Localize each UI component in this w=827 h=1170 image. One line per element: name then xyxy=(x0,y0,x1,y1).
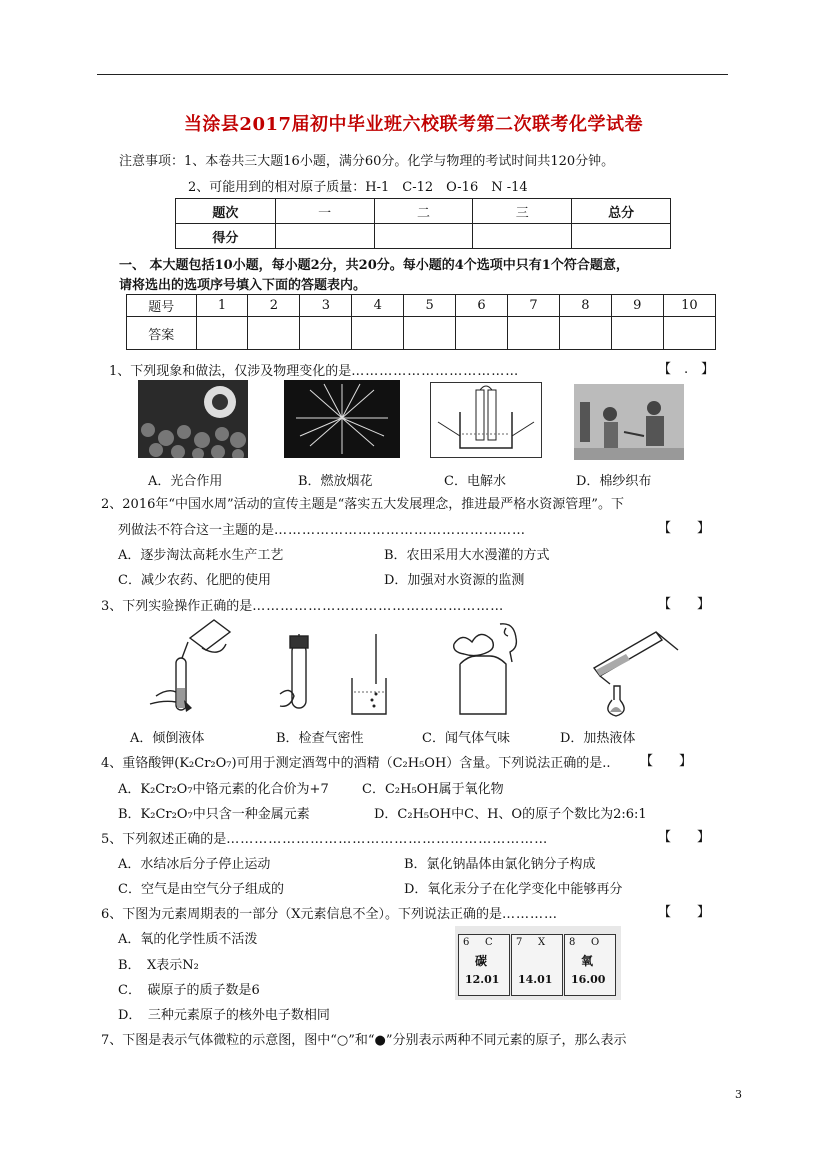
score-cell[interactable] xyxy=(473,224,572,249)
top-rule xyxy=(97,74,728,75)
score-cell[interactable] xyxy=(572,224,671,249)
q3-option-d: D．加热液体 xyxy=(560,731,636,746)
element-symbol: X xyxy=(538,937,546,948)
answer-cell[interactable] xyxy=(611,317,663,350)
answer-cell[interactable] xyxy=(404,317,456,350)
q5-option-b: B．氯化钠晶体由氯化钠分子构成 xyxy=(404,857,596,872)
smell-gas-image xyxy=(440,618,530,718)
q3-bracket: 【 】 xyxy=(658,597,711,612)
answer-number: 4 xyxy=(352,295,404,317)
element-cell-x xyxy=(511,934,563,996)
atomic-number: 6 xyxy=(463,937,470,948)
q1-stem: 1、下列现象和做法，仅涉及物理变化的是……………………………… xyxy=(109,364,520,379)
score-cell[interactable] xyxy=(275,224,374,249)
atomic-mass: 14.01 xyxy=(518,973,553,986)
page-number: 3 xyxy=(735,1088,742,1101)
answer-number: 2 xyxy=(248,295,300,317)
score-cell[interactable] xyxy=(374,224,473,249)
q2-bracket: 【 】 xyxy=(658,521,711,536)
q5-option-c: C．空气是由空气分子组成的 xyxy=(118,882,284,897)
score-header-cell: 一 xyxy=(275,199,374,224)
q4-stem: 4、重铬酸钾(K₂Cr₂O₇)可用于测定酒驾中的酒精（C₂H₅OH）含量。下列说法正确的是.. xyxy=(101,756,611,771)
q2-option-b: B．农田采用大水漫灌的方式 xyxy=(384,548,550,563)
q1-option-b: B．燃放烟花 xyxy=(298,474,373,489)
answer-number: 3 xyxy=(300,295,352,317)
answer-cell[interactable] xyxy=(248,317,300,350)
q6-bracket: 【 】 xyxy=(658,905,711,920)
q3-stem: 3、下列实验操作正确的是……………………………………………… xyxy=(101,599,505,614)
atomic-number: 7 xyxy=(516,937,523,948)
q2-option-d: D．加强对水资源的监测 xyxy=(384,573,525,588)
electrolysis-image xyxy=(430,382,542,458)
element-symbol: C xyxy=(485,937,493,948)
q5-option-a: A．水结冰后分子停止运动 xyxy=(118,857,271,872)
score-row-label: 得分 xyxy=(176,224,276,249)
fireworks-image xyxy=(284,380,400,458)
answer-cell[interactable] xyxy=(508,317,560,350)
answer-cell[interactable] xyxy=(663,317,715,350)
answer-number: 10 xyxy=(663,295,715,317)
q2-stem-line-1: 2、2016年“中国水周”活动的宣传主题是“落实五大发展理念，推进最严格水资源管理”。下 xyxy=(101,497,624,512)
q4-bracket: 【 】 xyxy=(640,754,693,769)
q1-option-d: D．棉纱织布 xyxy=(576,474,652,489)
answer-cell[interactable] xyxy=(559,317,611,350)
answer-number: 6 xyxy=(456,295,508,317)
q4-option-c: C．C₂H₅OH属于氧化物 xyxy=(362,782,504,797)
answer-cell[interactable] xyxy=(196,317,248,350)
answer-cell[interactable] xyxy=(456,317,508,350)
q5-bracket: 【 】 xyxy=(658,830,711,845)
answer-row-label: 答案 xyxy=(127,317,197,350)
q5-option-d: D．氧化汞分子在化学变化中能够再分 xyxy=(404,882,623,897)
answer-number: 7 xyxy=(508,295,560,317)
weaving-image xyxy=(574,384,684,460)
q5-stem: 5、下列叙述正确的是…………………………………………………………… xyxy=(101,832,549,847)
answer-number: 5 xyxy=(404,295,456,317)
answer-number: 9 xyxy=(611,295,663,317)
score-header-cell: 三 xyxy=(473,199,572,224)
q2-option-c: C．减少农药、化肥的使用 xyxy=(118,573,271,588)
q6-option-a: A．氧的化学性质不活泼 xyxy=(118,932,258,947)
q4-option-d: D．C₂H₅OH中C、H、O的原子个数比为2:6:1 xyxy=(374,807,647,822)
q1-option-a: A．光合作用 xyxy=(148,474,223,489)
q6-option-b: B． X表示N₂ xyxy=(118,958,199,973)
element-name: 碳 xyxy=(475,954,488,968)
q3-option-a: A．倾倒液体 xyxy=(130,731,205,746)
element-cell-oxygen xyxy=(564,934,616,996)
q6-option-d: D． 三种元素原子的核外电子数相同 xyxy=(118,1008,330,1023)
q1-bracket: 【 . 】 xyxy=(658,362,715,377)
q4-option-a: A．K₂Cr₂O₇中铬元素的化合价为+7 xyxy=(118,782,329,797)
score-header-cell: 总分 xyxy=(572,199,671,224)
answer-table xyxy=(126,294,716,350)
answer-header-label: 题号 xyxy=(127,295,197,317)
answer-number: 8 xyxy=(559,295,611,317)
q7-stem: 7、下图是表示气体微粒的示意图，图中“○”和“●”分别表示两种不同元素的原子，那么表示 xyxy=(101,1033,627,1048)
q3-option-c: C．闻气体气味 xyxy=(422,731,510,746)
q6-stem: 6、下图为元素周期表的一部分（X元素信息不全）。下列说法正确的是………… xyxy=(101,907,559,922)
element-cell-carbon xyxy=(458,934,510,996)
q4-option-b: B．K₂Cr₂O₇中只含一种金属元素 xyxy=(118,807,310,822)
notice-line-2: 2、可能用到的相对原子质量：H-1 C-12 O-16 N -14 xyxy=(188,180,528,195)
q2-option-a: A．逐步淘汰高耗水生产工艺 xyxy=(118,548,284,563)
answer-number: 1 xyxy=(196,295,248,317)
atomic-mass: 16.00 xyxy=(571,973,606,986)
score-table xyxy=(175,198,671,249)
atomic-mass: 12.01 xyxy=(465,973,500,986)
score-header-cell: 题次 xyxy=(176,199,276,224)
section1-line-2: 请将选出的选项序号填入下面的答题表内。 xyxy=(119,278,367,293)
sunflower-image xyxy=(138,380,248,458)
notice-line-1: 注意事项：1、本卷共三大题16小题，满分60分。化学与物理的考试时间共120分钟。 xyxy=(119,154,615,169)
element-symbol: O xyxy=(591,937,600,948)
q6-option-c: C． 碳原子的质子数是6 xyxy=(118,983,260,998)
section1-line-1: 一、 本大题包括10小题，每小题2分，共20分。每小题的4个选项中只有1个符合题意， xyxy=(119,258,629,273)
atomic-number: 8 xyxy=(569,937,576,948)
pouring-liquid-image xyxy=(140,618,240,718)
answer-cell[interactable] xyxy=(352,317,404,350)
q2-stem-line-2: 列做法不符合这一主题的是……………………………………………… xyxy=(118,523,527,538)
periodic-table-fragment xyxy=(455,926,621,1000)
score-header-cell: 二 xyxy=(374,199,473,224)
q1-option-c: C．电解水 xyxy=(444,474,506,489)
airtightness-check-image xyxy=(276,634,390,718)
page-title: 当涂县2017届初中毕业班六校联考第二次联考化学试卷 xyxy=(183,114,644,135)
q3-option-b: B．检查气密性 xyxy=(276,731,364,746)
element-name: 氧 xyxy=(581,954,594,968)
answer-cell[interactable] xyxy=(300,317,352,350)
heating-liquid-image xyxy=(586,620,686,720)
